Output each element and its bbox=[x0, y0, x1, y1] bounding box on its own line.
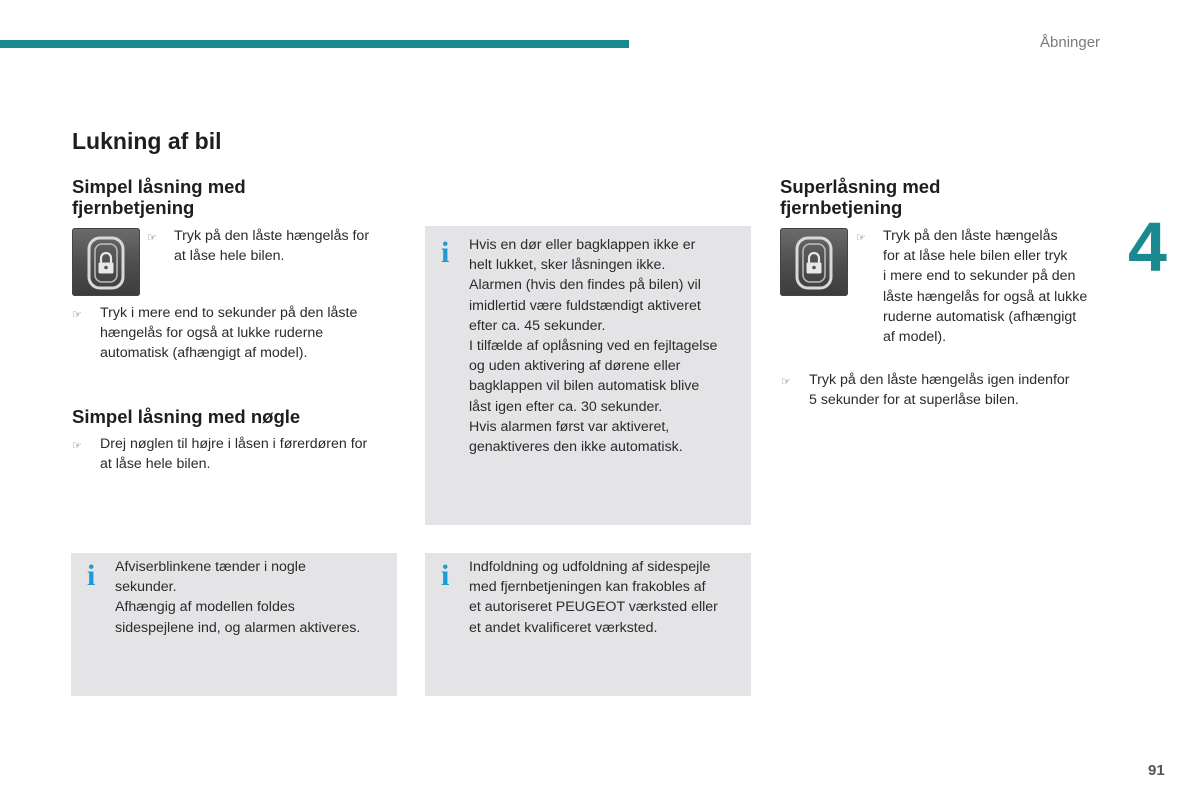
info-box-alarm bbox=[425, 226, 751, 525]
info-icon: i bbox=[87, 559, 96, 592]
info-text bbox=[469, 235, 717, 457]
padlock-button-icon bbox=[72, 228, 140, 296]
info-box-indicators bbox=[71, 553, 397, 696]
text-line: Drej nøglen til højre i låsen i førerdøren for bbox=[100, 436, 368, 452]
remote-lock-heading bbox=[72, 176, 246, 218]
text-line: 5 sekunder for at superlåse bilen. bbox=[809, 392, 1019, 409]
pointing-hand-icon: ☞ bbox=[72, 309, 82, 321]
pointing-hand-icon: ☞ bbox=[781, 376, 791, 388]
text-line: genaktiveres den ikke automatisk. bbox=[469, 439, 683, 456]
text-line: Tryk i mere end to sekunder på den låste bbox=[100, 305, 358, 321]
text-line: Hvis en dør eller bagklappen ikke er bbox=[469, 237, 696, 253]
text-line: Afhængig af modellen foldes bbox=[115, 599, 295, 616]
text-line: automatisk (afhængigt af model). bbox=[100, 345, 308, 362]
text-line: Alarmen (hvis den findes på bilen) vil bbox=[469, 277, 701, 294]
heading-line: fjernbetjening bbox=[72, 197, 195, 218]
superlock-step-1 bbox=[883, 226, 1087, 347]
page-title: Lukning af bil bbox=[72, 128, 222, 154]
text-line: af model). bbox=[883, 329, 947, 346]
info-text bbox=[469, 557, 718, 638]
text-line: og uden aktivering af dørene eller bbox=[469, 358, 681, 375]
text-line: bagklappen vil bilen automatisk blive bbox=[469, 378, 700, 395]
text-line: Indfoldning og udfoldning af sidespejle bbox=[469, 559, 711, 575]
heading-line: Superlåsning med bbox=[780, 176, 941, 197]
text-line: sidespejlene ind, og alarmen aktiveres. bbox=[115, 619, 361, 636]
section-color-bar bbox=[0, 40, 629, 48]
pointing-hand-icon: ☞ bbox=[72, 440, 82, 452]
pointing-hand-icon: ☞ bbox=[856, 232, 866, 244]
text-line: låst igen efter ca. 30 sekunder. bbox=[469, 398, 663, 415]
text-line: i mere end to sekunder på den bbox=[883, 268, 1076, 285]
text-line: efter ca. 45 sekunder. bbox=[469, 317, 606, 334]
info-icon: i bbox=[441, 236, 450, 269]
text-line: at låse hele bilen. bbox=[100, 456, 211, 473]
superlock-heading bbox=[780, 176, 940, 218]
padlock-button-icon bbox=[780, 228, 848, 296]
text-line: Tryk på den låste hængelås bbox=[883, 228, 1058, 244]
text-line: et andet kvalificeret værksted. bbox=[469, 619, 658, 636]
text-line: låste hængelås for også at lukke bbox=[883, 288, 1088, 305]
remote-lock-step-1 bbox=[174, 226, 369, 266]
text-line: sekunder. bbox=[115, 579, 177, 596]
text-line: et autoriseret PEUGEOT værksted eller bbox=[469, 599, 718, 616]
text-line: at låse hele bilen. bbox=[174, 248, 285, 265]
text-line: I tilfælde af oplåsning ved en fejltagelse bbox=[469, 338, 718, 355]
pointing-hand-icon: ☞ bbox=[147, 232, 157, 244]
text-line: imidlertid være fuldstændigt aktiveret bbox=[469, 297, 701, 314]
info-box-mirrors bbox=[425, 553, 751, 696]
key-lock-heading: Simpel låsning med nøgle bbox=[72, 406, 301, 427]
chapter-number: 4 bbox=[1128, 208, 1167, 286]
text-line: helt lukket, sker låsningen ikke. bbox=[469, 257, 666, 274]
text-line: ruderne automatisk (afhængigt bbox=[883, 308, 1077, 325]
heading-line: Simpel låsning med bbox=[72, 176, 246, 197]
text-line: Hvis alarmen først var aktiveret, bbox=[469, 418, 670, 435]
key-lock-step-1 bbox=[100, 434, 367, 474]
text-line: Afviserblinkene tænder i nogle bbox=[115, 559, 306, 575]
text-line: hængelås for også at lukke ruderne bbox=[100, 325, 324, 342]
section-title: Åbninger bbox=[1040, 34, 1101, 51]
text-line: med fjernbetjeningen kan frakobles af bbox=[469, 579, 706, 596]
text-line: for at låse hele bilen eller tryk bbox=[883, 248, 1068, 265]
info-text bbox=[115, 557, 360, 638]
superlock-step-2 bbox=[809, 370, 1070, 410]
page-number: 91 bbox=[1148, 762, 1165, 779]
heading-line: fjernbetjening bbox=[780, 197, 903, 218]
remote-lock-step-2 bbox=[100, 303, 357, 364]
info-icon: i bbox=[441, 559, 450, 592]
text-line: Tryk på den låste hængelås for bbox=[174, 228, 370, 244]
text-line: Tryk på den låste hængelås igen indenfor bbox=[809, 372, 1070, 388]
